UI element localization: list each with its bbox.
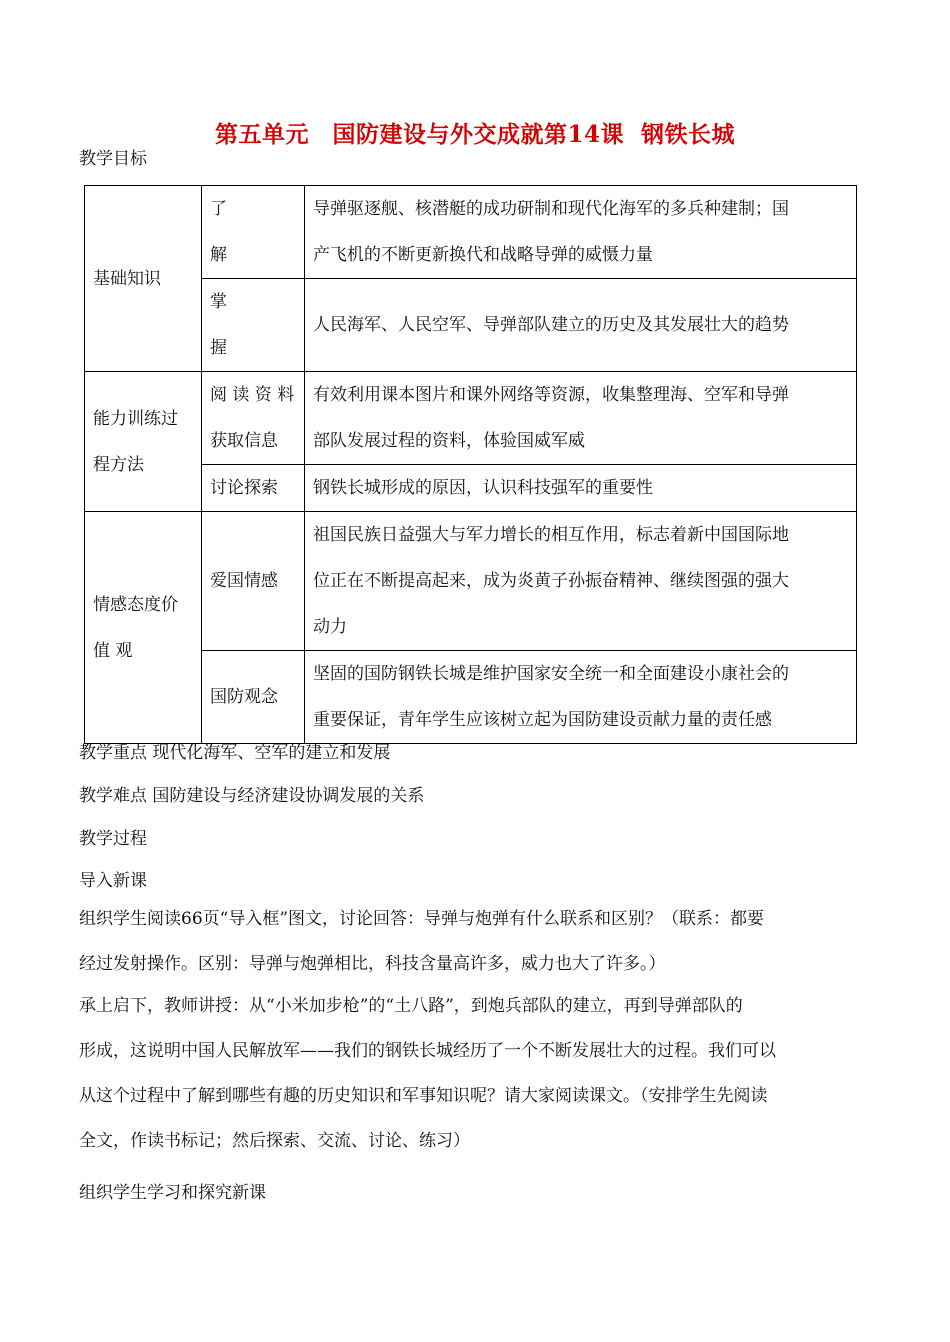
level-cell: 了 解 (202, 186, 305, 279)
difficult-point: 教学难点 国防建设与经济建设协调发展的关系 (79, 786, 425, 806)
table-row (85, 186, 857, 279)
process-label: 教学过程 (79, 829, 147, 849)
level-cell: 掌 握 (202, 279, 305, 372)
content-cell: 祖国民族日益强大与军力增长的相互作用，标志着新中国国际地 位正在不断提高起来，成为炎黄子孙振奋精神、继续图强的强大 动力 (305, 512, 857, 651)
content-cell: 坚固的国防钢铁长城是维护国家安全统一和全面建设小康社会的 重要保证，青年学生应该树立起为国防建设贡献力量的责任感 (305, 651, 857, 744)
level-cell: 爱国情感 (202, 512, 305, 651)
content-cell: 钢铁长城形成的原因，认识科技强军的重要性 (305, 465, 857, 512)
key-point: 教学重点 现代化海军、空军的建立和发展 (79, 743, 391, 763)
content-cell: 人民海军、人民空军、导弹部队建立的历史及其发展壮大的趋势 (305, 279, 857, 372)
closing-line: 组织学生学习和探究新课 (79, 1183, 266, 1203)
table-row (85, 512, 857, 651)
category-emotion: 情感态度价 值 观 (85, 512, 202, 744)
intro-label: 导入新课 (79, 871, 147, 891)
content-cell: 有效利用课本图片和课外网络等资源，收集整理海、空军和导弹 部队发展过程的资料，体验国威军威 (305, 372, 857, 465)
content-cell: 导弹驱逐舰、核潜艇的成功研制和现代化海军的多兵种建制；国 产飞机的不断更新换代和战略导弹的威慑力量 (305, 186, 857, 279)
level-cell: 阅 读 资 料 获取信息 (202, 372, 305, 465)
paragraph-2: 承上启下，教师讲授：从“小米加步枪”的“土八路”，到炮兵部队的建立，再到导弹部队的 形成，这说明中国人民解放军——我们的钢铁长城经历了一个不断发展壮大的过程。我们可以 从这个过程中了解到哪些有趣的历史知识和军事知识呢？请大家阅读课文。（安排学生先阅读 全文，作读书标记；然后探索、交流、讨论、练习） (79, 996, 776, 1151)
objectives-label: 教学目标 (79, 149, 147, 169)
level-cell: 讨论探索 (202, 465, 305, 512)
table-row (85, 372, 857, 465)
level-cell: 国防观念 (202, 651, 305, 744)
objectives-table (84, 185, 857, 744)
page-title: 第五单元 国防建设与外交成就第14课 钢铁长城 (214, 121, 736, 148)
paragraph-1: 组织学生阅读66页“导入框”图文，讨论回答：导弹与炮弹有什么联系和区别？（联系：都要 经过发射操作。区别：导弹与炮弹相比，科技含量高许多，威力也大了许多。） (79, 909, 765, 974)
category-basic: 基础知识 (85, 186, 202, 372)
category-ability: 能力训练过 程方法 (85, 372, 202, 512)
